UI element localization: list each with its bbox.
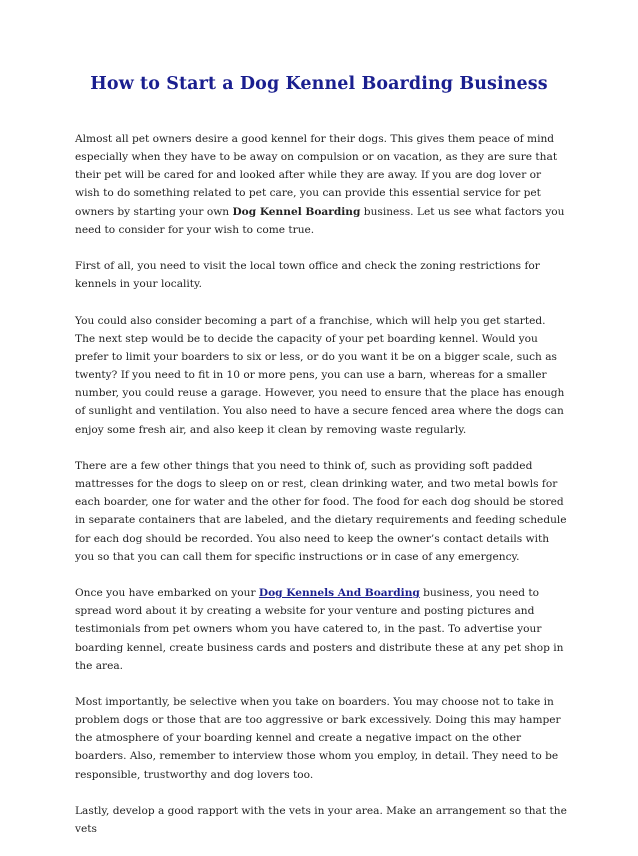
paragraph-promotion [75,584,567,675]
paragraph-promotion-text-start: Once you have embarked on your [75,587,259,600]
dog-kennels-link[interactable]: Dog Kennels And Boarding [258,587,420,600]
paragraph-zoning: First of all, you need to visit the local town office and check the zoning restrictions for kennels in your locality. [75,260,540,291]
bold-keyword: Dog Kennel Boarding [232,205,361,218]
paragraph-intro-text-start: Almost all pet owners desire a good kennel for their dogs. This gives them peace of mind especially when they have to be away on compulsion or on vacation, as they are sure that their pet will be cared for and looked after while they are away. If you are dog lover or wish to do something related to pet care, you can provide this essential service for pet owners by starting your own [75,133,558,218]
paragraph-selection: Most importantly, be selective when you take on boarders. You may choose not to take in problem dogs or those that are too aggressive or bark excessively. Doing this may hamper the atmosphere of your boarding kennel and create a negative impact on the other boarders. Also, remember to interview those whom you employ, in detail. They need to be responsible, trustworthy and dog lovers too. [75,696,561,781]
document-body [75,130,567,856]
paragraph-vets: Lastly, develop a good rapport with the vets in your area. Make an arrangement so that the vets [75,804,567,836]
paragraph-care: There are a few other things that you need to think of, such as providing soft padded mattresses for the dogs to sleep on or rest, clean drinking water, and two metal bowls for each boarder, one for water and the other for food. The food for each dog should be stored in separate containers that are labeled, and the dietary requirements and feeding schedule for each dog should be recorded. You also need to keep the owner’s contact details with you so that you can call them for specific instructions or in case of any emergency. [75,459,567,563]
paragraph-promotion-text-end: business, you need to spread word about it by creating a website for your venture and posting pictures and testimonials from pet owners whom you have catered to, in the past. To advertise your boarding kennel, create business cards and posters and distribute these at any pet shop in the area. [75,587,564,672]
paragraph-intro [75,130,567,239]
paragraph-capacity: You could also consider becoming a part of a franchise, which will help you get started. The next step would be to decide the capacity of your pet boarding kennel. Would you prefer to limit your boarders to six or less, or do you want it be on a bigger scale, such as twenty? If you need to fit in 10 or more pens, you can use a barn, whereas for a smaller number, you could reuse a garage. However, you need to ensure that the place has enough of sunlight and ventilation. You also need to have a secure fenced area where the dogs can enjoy some fresh air, and also keep it clean by removing waste regularly. [75,314,565,436]
paragraph-intro-text-end: business. Let us see what factors you need to consider for your wish to come true. [75,205,565,236]
document-title: How to Start a Dog Kennel Boarding Business [90,74,548,94]
